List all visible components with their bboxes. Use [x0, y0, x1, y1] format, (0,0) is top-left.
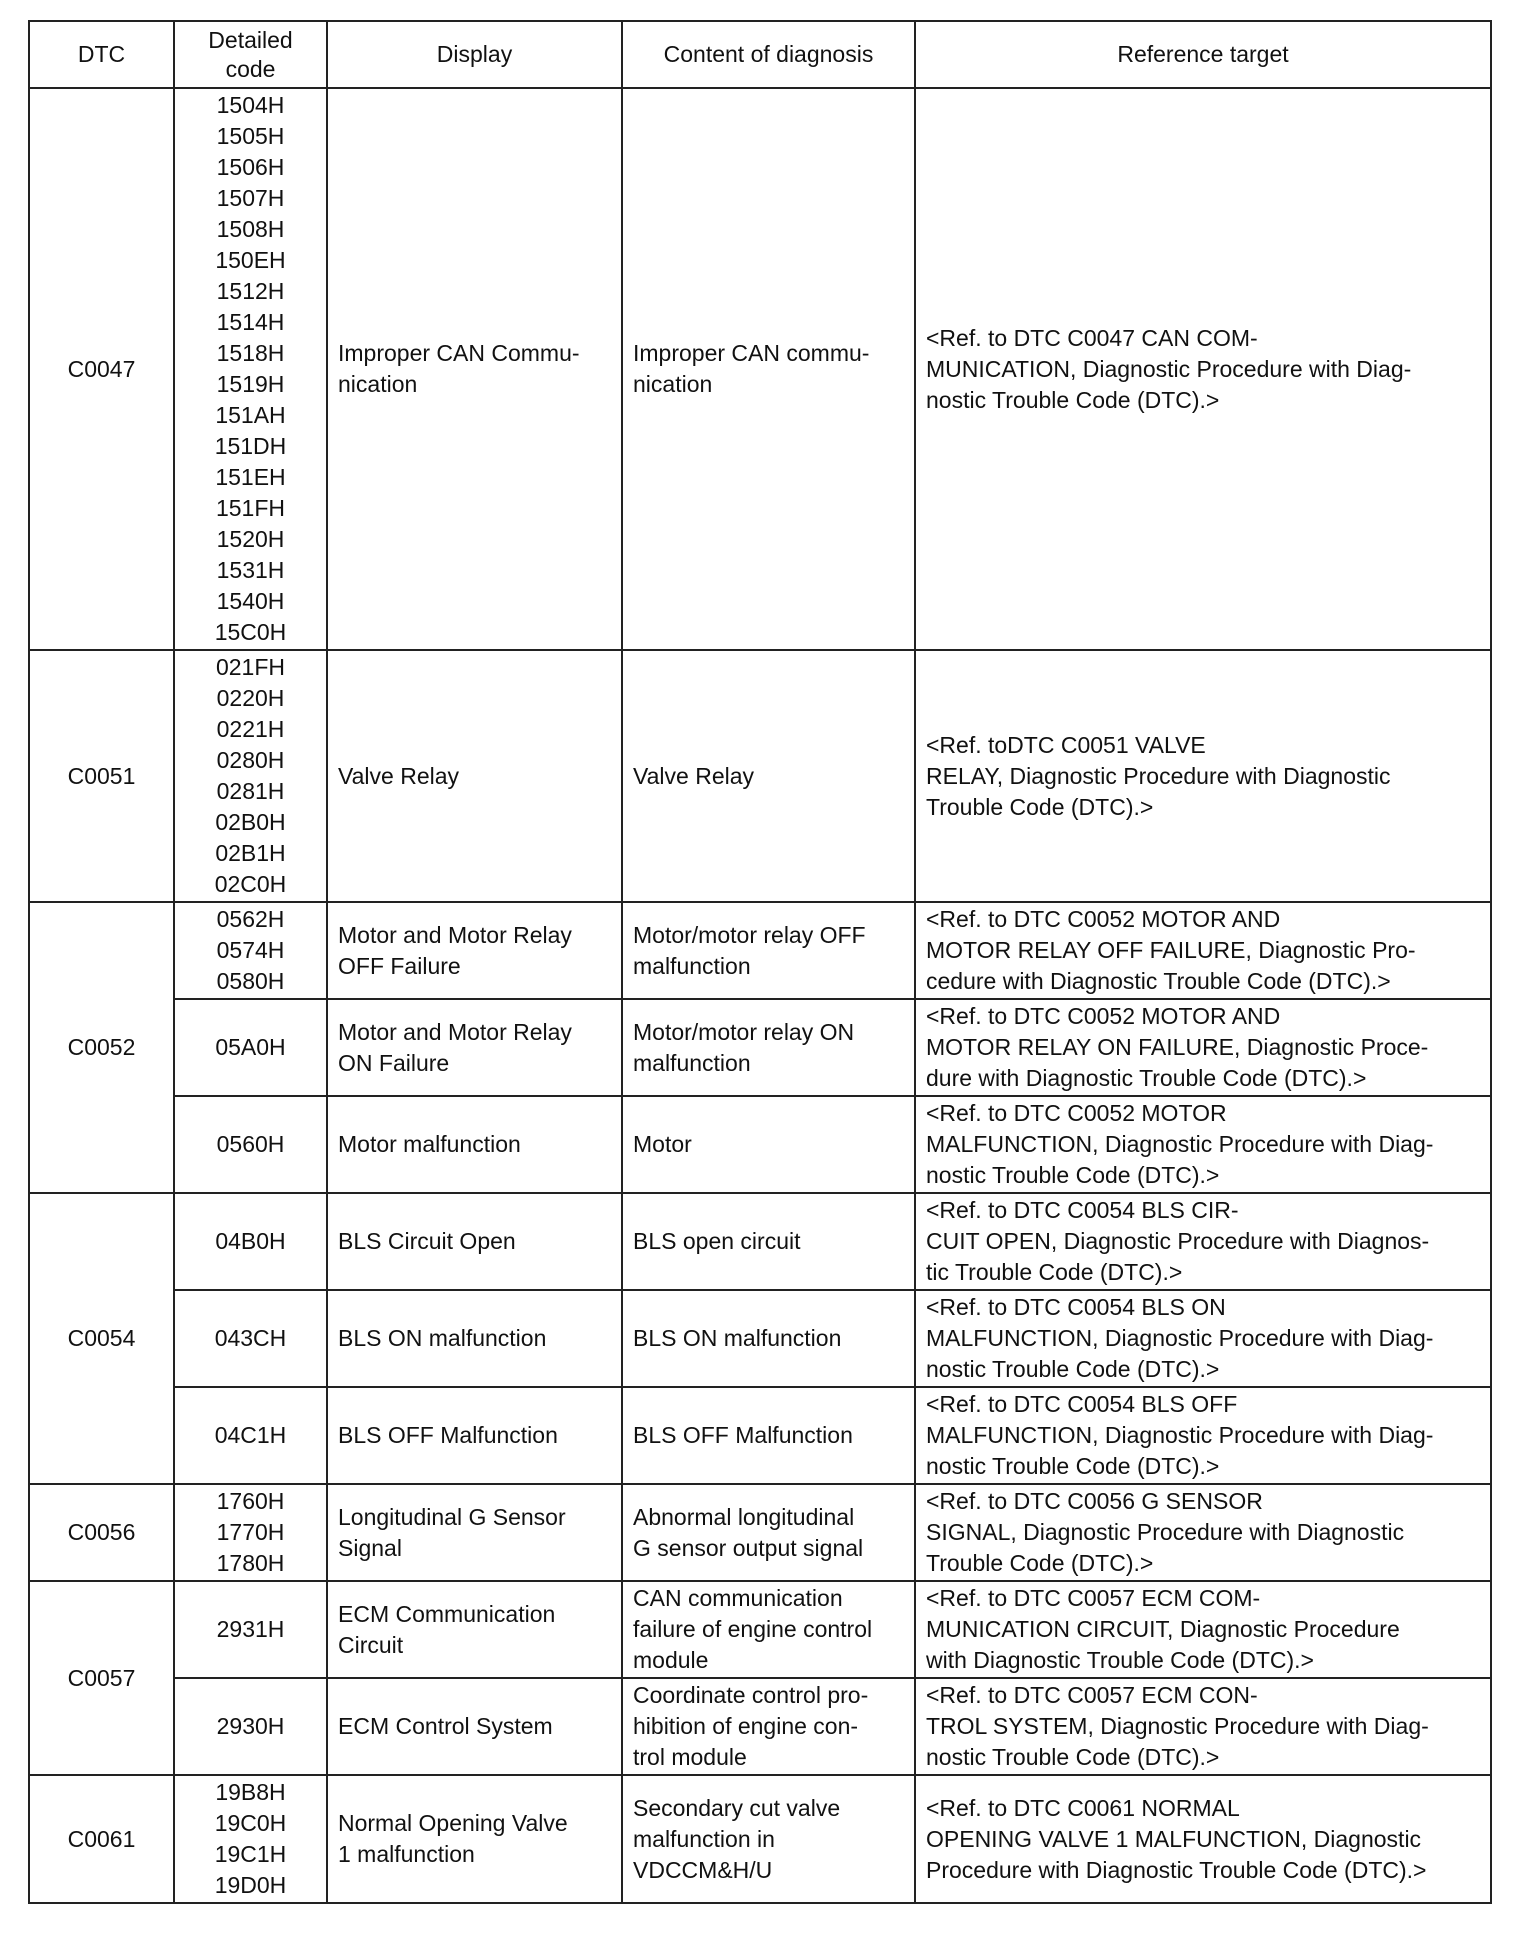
display-line: nication: [338, 371, 418, 397]
detailed-code-line: 021FH: [215, 654, 286, 680]
header-content: Content of diagnosis: [622, 21, 915, 88]
detailed-code-cell: [174, 1484, 327, 1581]
detailed-code-line: 151AH: [215, 402, 286, 428]
reference-cell: [915, 902, 1491, 999]
detailed-code-line: 0560H: [216, 1131, 285, 1157]
content-line: Motor/motor relay OFF: [633, 921, 866, 948]
display-cell: [327, 1775, 622, 1903]
content-cell: [622, 902, 915, 999]
reference-line: nostic Trouble Code (DTC).>: [926, 1162, 1220, 1188]
reference-line: nostic Trouble Code (DTC).>: [926, 386, 1220, 413]
content-line: Valve Relay: [633, 762, 755, 789]
header-display: Display: [327, 21, 622, 88]
display-line: ECM Communication: [338, 1600, 556, 1627]
detailed-code-cell: [174, 650, 327, 902]
detailed-code-line: 1760H: [216, 1488, 285, 1514]
reference-line: MUNICATION CIRCUIT, Diagnostic Procedure: [926, 1616, 1400, 1642]
display-line: Motor and Motor Relay: [338, 921, 572, 948]
display-line: Circuit: [338, 1631, 404, 1658]
reference-line: OPENING VALVE 1 MALFUNCTION, Diagnostic: [926, 1825, 1422, 1852]
content-line: nication: [633, 371, 713, 397]
reference-line: dure with Diagnostic Trouble Code (DTC).>: [926, 1065, 1367, 1091]
reference-line: cedure with Diagnostic Trouble Code (DTC).>: [926, 968, 1391, 994]
reference-cell: [915, 1484, 1491, 1581]
display-cell: [327, 650, 622, 902]
content-line: failure of engine control: [633, 1616, 873, 1642]
table-row: [29, 88, 1491, 650]
display-line: Longitudinal G Sensor: [338, 1503, 566, 1530]
content-line: Improper CAN commu-: [633, 340, 870, 366]
content-line: malfunction in: [633, 1825, 775, 1852]
detailed-code-line: 1531H: [216, 557, 285, 583]
dtc-cell: C0054: [29, 1193, 174, 1484]
content-cell: [622, 1581, 915, 1678]
table-row: [29, 1484, 1491, 1581]
reference-line: <Ref. to DTC C0057 ECM COM-: [926, 1585, 1261, 1611]
detailed-code-line: 150EH: [215, 247, 286, 273]
detailed-code-line: 1540H: [216, 588, 285, 614]
reference-cell: [915, 1290, 1491, 1387]
reference-line: <Ref. to DTC C0047 CAN COM-: [926, 324, 1258, 351]
detailed-code-line: 0220H: [216, 685, 285, 711]
table-row: [29, 902, 1491, 999]
detailed-code-line: 2931H: [216, 1616, 285, 1642]
dtc-cell: C0052: [29, 902, 174, 1193]
reference-line: CUIT OPEN, Diagnostic Procedure with Diagnos-: [926, 1228, 1430, 1254]
content-line: Motor/motor relay ON: [633, 1018, 855, 1045]
reference-cell: [915, 1775, 1491, 1903]
content-line: VDCCM&H/U: [633, 1856, 773, 1883]
reference-line: <Ref. to DTC C0057 ECM CON-: [926, 1682, 1258, 1708]
content-cell: [622, 650, 915, 902]
table-row: [29, 1581, 1491, 1678]
detailed-code-line: 151EH: [215, 464, 286, 490]
display-cell: [327, 1096, 622, 1193]
detailed-code-cell: [174, 88, 327, 650]
content-line: Coordinate control pro-: [633, 1682, 869, 1708]
display-cell: [327, 999, 622, 1096]
reference-line: <Ref. toDTC C0051 VALVE: [926, 731, 1206, 758]
content-cell: [622, 1775, 915, 1903]
display-cell: [327, 1290, 622, 1387]
detailed-code-line: 0221H: [216, 716, 285, 742]
content-cell: [622, 999, 915, 1096]
reference-line: nostic Trouble Code (DTC).>: [926, 1744, 1220, 1770]
reference-line: <Ref. to DTC C0061 NORMAL: [926, 1794, 1240, 1821]
table-row: [29, 999, 1491, 1096]
detailed-code-line: 1512H: [216, 278, 285, 304]
content-line: malfunction: [633, 1049, 751, 1076]
content-cell: [622, 1484, 915, 1581]
detailed-code-line: 151FH: [215, 495, 286, 521]
display-cell: [327, 88, 622, 650]
content-cell: [622, 88, 915, 650]
content-line: BLS ON malfunction: [633, 1325, 842, 1351]
display-line: 1 malfunction: [338, 1841, 475, 1867]
display-cell: [327, 1193, 622, 1290]
dtc-cell: C0056: [29, 1484, 174, 1581]
detailed-code-line: 19D0H: [214, 1872, 287, 1898]
detailed-code-line: 19C0H: [214, 1810, 287, 1836]
display-line: ON Failure: [338, 1049, 450, 1076]
detailed-code-cell: [174, 1387, 327, 1484]
content-line: trol module: [633, 1744, 747, 1770]
reference-line: MALFUNCTION, Diagnostic Procedure with Diag-: [926, 1422, 1434, 1448]
header-dtc: DTC: [29, 21, 174, 88]
reference-cell: [915, 1193, 1491, 1290]
detailed-code-cell: [174, 1290, 327, 1387]
content-line: BLS open circuit: [633, 1228, 801, 1254]
reference-line: TROL SYSTEM, Diagnostic Procedure with Diag-: [926, 1713, 1429, 1739]
reference-cell: [915, 1096, 1491, 1193]
reference-line: nostic Trouble Code (DTC).>: [926, 1453, 1220, 1479]
display-line: OFF Failure: [338, 952, 461, 979]
display-line: Motor malfunction: [338, 1131, 521, 1157]
reference-line: <Ref. to DTC C0052 MOTOR AND: [926, 1003, 1281, 1029]
detailed-code-line: 043CH: [214, 1325, 287, 1351]
content-line: Motor: [633, 1131, 692, 1157]
reference-line: RELAY, Diagnostic Procedure with Diagnostic: [926, 762, 1391, 789]
detailed-code-line: 02B1H: [215, 840, 286, 866]
detailed-code-cell: [174, 1775, 327, 1903]
display-cell: [327, 1581, 622, 1678]
content-cell: [622, 1290, 915, 1387]
detailed-code-line: 1770H: [216, 1519, 285, 1545]
reference-line: MUNICATION, Diagnostic Procedure with Diag-: [926, 355, 1412, 382]
display-line: BLS ON malfunction: [338, 1325, 547, 1351]
table-row: [29, 650, 1491, 902]
detailed-code-line: 2930H: [216, 1713, 285, 1739]
reference-line: <Ref. to DTC C0054 BLS ON: [926, 1294, 1226, 1320]
reference-line: MOTOR RELAY OFF FAILURE, Diagnostic Pro-: [926, 937, 1416, 963]
detailed-code-line: 151DH: [214, 433, 287, 459]
reference-line: SIGNAL, Diagnostic Procedure with Diagnostic: [926, 1519, 1405, 1545]
content-line: malfunction: [633, 952, 751, 979]
detailed-code-line: 1780H: [216, 1550, 285, 1576]
detailed-code-line: 1520H: [216, 526, 285, 552]
table-row: [29, 1775, 1491, 1903]
reference-line: tic Trouble Code (DTC).>: [926, 1259, 1183, 1285]
detailed-code-line: 1519H: [216, 371, 285, 397]
dtc-table: [28, 20, 1492, 1904]
display-line: BLS OFF Malfunction: [338, 1422, 558, 1448]
reference-line: <Ref. to DTC C0052 MOTOR: [926, 1100, 1227, 1126]
detailed-code-line: 1518H: [216, 340, 285, 366]
detailed-code-line: 1504H: [216, 92, 285, 118]
reference-line: MALFUNCTION, Diagnostic Procedure with Diag-: [926, 1325, 1434, 1351]
detailed-code-line: 15C0H: [214, 619, 287, 645]
table-row: [29, 1678, 1491, 1775]
display-cell: [327, 902, 622, 999]
detailed-code-cell: [174, 1096, 327, 1193]
table-row: [29, 1096, 1491, 1193]
detailed-code-line: 02B0H: [215, 809, 286, 835]
dtc-cell: C0051: [29, 650, 174, 902]
reference-cell: [915, 1581, 1491, 1678]
dtc-cell: C0061: [29, 1775, 174, 1903]
display-line: Normal Opening Valve: [338, 1810, 568, 1836]
detailed-code-cell: [174, 1581, 327, 1678]
display-cell: [327, 1387, 622, 1484]
table-row: [29, 1387, 1491, 1484]
reference-cell: [915, 1678, 1491, 1775]
detailed-code-cell: [174, 902, 327, 999]
reference-cell: [915, 650, 1491, 902]
detailed-code-line: 19C1H: [214, 1841, 287, 1867]
reference-line: <Ref. to DTC C0056 G SENSOR: [926, 1488, 1263, 1514]
content-line: G sensor output signal: [633, 1534, 864, 1561]
reference-cell: [915, 88, 1491, 650]
detailed-code-line: 1514H: [216, 309, 285, 335]
detailed-code-line: 0574H: [216, 937, 285, 963]
display-line: Signal: [338, 1534, 402, 1561]
reference-line: MALFUNCTION, Diagnostic Procedure with Diag-: [926, 1131, 1434, 1157]
header-row: [29, 21, 1491, 88]
content-cell: [622, 1193, 915, 1290]
reference-line: <Ref. to DTC C0054 BLS OFF: [926, 1391, 1238, 1417]
display-cell: [327, 1484, 622, 1581]
display-line: Valve Relay: [338, 762, 460, 789]
table-row: [29, 1290, 1491, 1387]
content-cell: [622, 1096, 915, 1193]
display-line: Motor and Motor Relay: [338, 1018, 572, 1045]
content-line: module: [633, 1647, 709, 1673]
detailed-code-line: 05A0H: [215, 1034, 286, 1060]
reference-line: Trouble Code (DTC).>: [926, 793, 1154, 820]
content-line: Abnormal longitudinal: [633, 1503, 855, 1530]
display-cell: [327, 1678, 622, 1775]
detailed-code-line: 1508H: [216, 216, 285, 242]
reference-line: Procedure with Diagnostic Trouble Code (DTC).>: [926, 1856, 1427, 1883]
content-cell: [622, 1678, 915, 1775]
content-cell: [622, 1387, 915, 1484]
content-line: CAN communication: [633, 1585, 843, 1611]
display-line: Improper CAN Commu-: [338, 340, 580, 366]
detailed-code-cell: [174, 1193, 327, 1290]
display-line: BLS Circuit Open: [338, 1228, 516, 1254]
display-line: ECM Control System: [338, 1713, 553, 1739]
detailed-code-line: 04C1H: [214, 1422, 287, 1448]
reference-cell: [915, 999, 1491, 1096]
dtc-cell: C0047: [29, 88, 174, 650]
table-row: [29, 1193, 1491, 1290]
header-reference: Reference target: [915, 21, 1491, 88]
content-line: hibition of engine con-: [633, 1713, 859, 1739]
table-body: [29, 88, 1491, 1903]
reference-line: Trouble Code (DTC).>: [926, 1550, 1154, 1576]
reference-cell: [915, 1387, 1491, 1484]
detailed-code-line: 1506H: [216, 154, 285, 180]
reference-line: MOTOR RELAY ON FAILURE, Diagnostic Proce-: [926, 1034, 1429, 1060]
detailed-code-line: 1507H: [216, 185, 285, 211]
detailed-code-line: 04B0H: [215, 1228, 286, 1254]
detailed-code-cell: [174, 999, 327, 1096]
reference-line: <Ref. to DTC C0054 BLS CIR-: [926, 1197, 1239, 1223]
detailed-code-line: 0580H: [216, 968, 285, 994]
header-detailed-code: Detailed code: [174, 21, 327, 88]
dtc-cell: C0057: [29, 1581, 174, 1775]
detailed-code-line: 02C0H: [214, 871, 287, 897]
detailed-code-line: 0280H: [216, 747, 285, 773]
detailed-code-line: 0562H: [216, 906, 285, 932]
content-line: BLS OFF Malfunction: [633, 1422, 853, 1448]
detailed-code-line: 0281H: [216, 778, 285, 804]
reference-line: <Ref. to DTC C0052 MOTOR AND: [926, 906, 1281, 932]
reference-line: nostic Trouble Code (DTC).>: [926, 1356, 1220, 1382]
detailed-code-cell: [174, 1678, 327, 1775]
detailed-code-line: 1505H: [216, 123, 285, 149]
content-line: Secondary cut valve: [633, 1794, 841, 1821]
reference-line: with Diagnostic Trouble Code (DTC).>: [926, 1647, 1314, 1673]
detailed-code-line: 19B8H: [215, 1779, 286, 1805]
